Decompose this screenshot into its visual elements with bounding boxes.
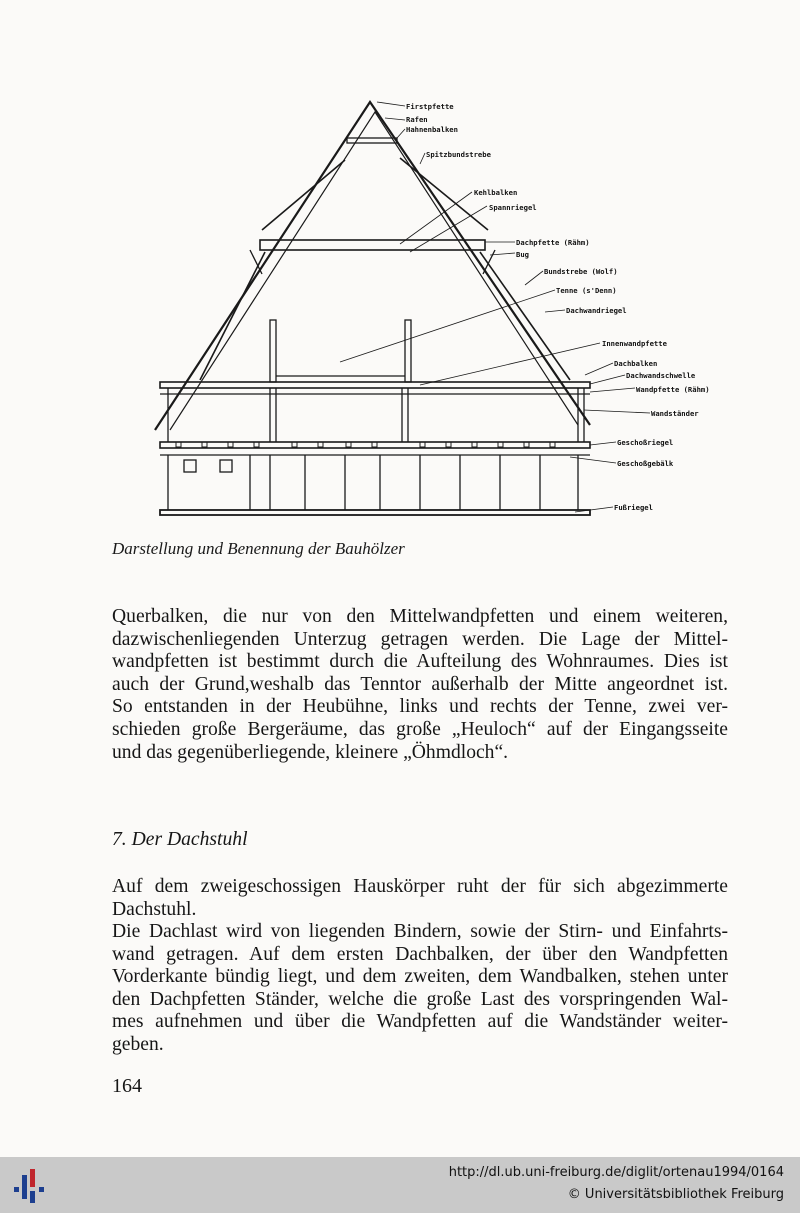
label-dachbalken: Dachbalken	[614, 359, 658, 368]
label-geschossgebaelk: Geschoßgebälk	[617, 459, 674, 468]
label-fussriegel: Fußriegel	[614, 503, 653, 512]
paragraph-heubuehne	[112, 606, 728, 764]
floor-beams	[160, 442, 590, 455]
label-bug: Bug	[516, 250, 529, 259]
inner-posts	[270, 320, 411, 382]
paragraph-dachlast	[112, 921, 728, 1057]
text-line: wand getragen. Auf dem ersten Dachbalken, der über den Wandpfetten	[112, 943, 728, 965]
label-firstpfette: Firstpfette	[406, 102, 454, 111]
label-rafen: Rafen	[406, 115, 428, 124]
text-line: und das gegenüberliegende, kleinere „Öhmdloch“.	[112, 741, 509, 763]
label-bundstrebe: Bundstrebe (Wolf)	[544, 267, 618, 276]
library-logo-icon	[12, 1165, 48, 1205]
text-line: Auf dem zweigeschossigen Hauskörper ruht der für sich abgezimmerte	[112, 876, 728, 897]
text-line: Querbalken, die nur von den Mittelwandpfetten und einem weiteren,	[112, 606, 728, 627]
text-line: Vorderkante bündig liegt, und dem zweiten, dem Wandbalken, stehen unter	[112, 966, 728, 988]
text-line: mes aufnehmen und über die Wandpfetten auf die Wandständer weiter-	[112, 1011, 728, 1033]
label-wandstaender: Wandständer	[651, 409, 699, 418]
component-labels	[406, 102, 710, 512]
text-line: schieden große Bergeräume, das große „Heuloch“ auf der Eingangsseite	[112, 718, 728, 740]
upper-wall	[168, 388, 584, 442]
label-hahnenbalken: Hahnenbalken	[406, 125, 458, 134]
label-dachpfette: Dachpfette (Rähm)	[516, 238, 590, 247]
label-innenwandpfette: Innenwandpfette	[602, 339, 667, 348]
paragraph-dachstuhl-intro	[112, 876, 728, 921]
label-spitzbundstrebe: Spitzbundstrebe	[426, 150, 491, 159]
label-spannriegel: Spannriegel	[489, 203, 537, 212]
roof-beam-level	[160, 382, 590, 394]
section-heading: 7. Der Dachstuhl	[112, 829, 248, 850]
footer-copyright: © Universitätsbibliothek Freiburg	[567, 1187, 784, 1202]
page-number: 164	[112, 1075, 142, 1097]
label-geschossriegel: Geschoßriegel	[617, 438, 674, 447]
label-tenne: Tenne (s'Denn)	[556, 286, 617, 295]
rafters	[155, 102, 590, 430]
text-line: auch der Grund,weshalb das Tenntor außerhalb der Mitte angeordnet ist.	[112, 673, 728, 695]
text-line: dazwischenliegenden Unterzug getragen werden. Die Lage der Mittel-	[112, 628, 728, 650]
text-line: So entstanden in der Heubühne, links und rechts der Tenne, zwei ver-	[112, 696, 728, 718]
text-line: Die Dachlast wird von liegenden Bindern, sowie der Stirn- und Einfahrts-	[112, 921, 728, 942]
label-dachwandriegel: Dachwandriegel	[566, 306, 627, 315]
label-kehlbalken: Kehlbalken	[474, 188, 518, 197]
lower-wall	[160, 455, 590, 515]
text-line: wandpfetten ist bestimmt durch die Aufteilung des Wohnraumes. Dies ist	[112, 651, 728, 673]
library-footer	[0, 1157, 800, 1213]
label-dachwandschwelle: Dachwandschwelle	[626, 371, 696, 380]
text-line: geben.	[112, 1033, 164, 1055]
text-line: den Dachpfetten Ständer, welche die große Last des vorspringenden Wal-	[112, 988, 728, 1010]
text-line: Dachstuhl.	[112, 898, 197, 920]
footer-url-link[interactable]: http://dl.ub.uni-freiburg.de/diglit/ortenau1994/0164	[448, 1165, 784, 1180]
label-wandpfette: Wandpfette (Rähm)	[636, 385, 710, 394]
figure-caption: Darstellung und Benennung der Bauhölzer	[112, 539, 405, 558]
roof-truss-diagram	[100, 80, 710, 520]
